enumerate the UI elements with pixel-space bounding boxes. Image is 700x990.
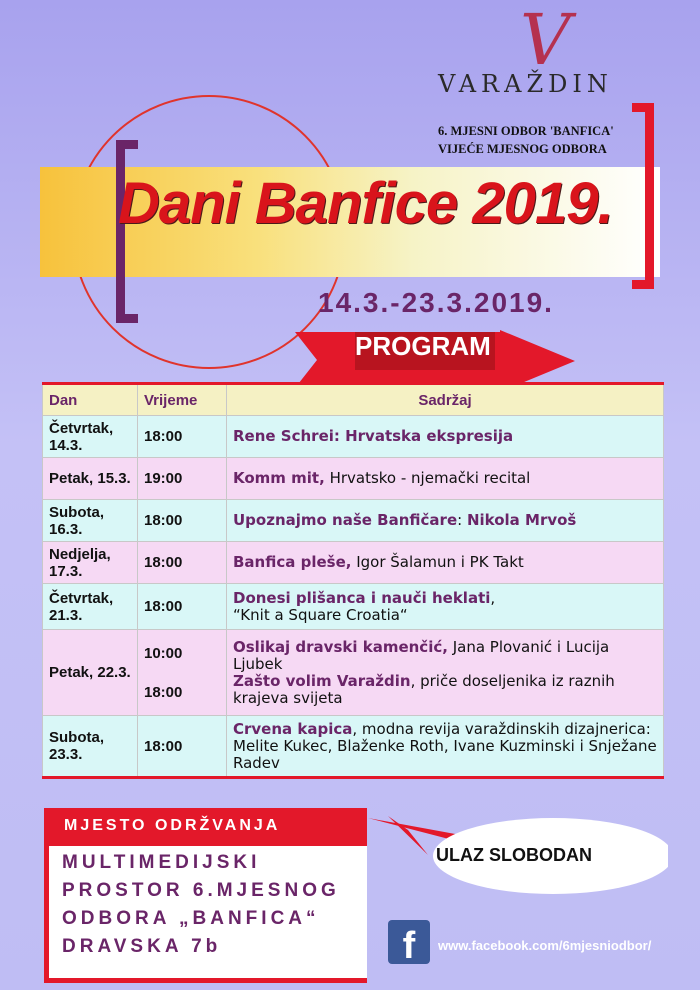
row-time: 19:00 bbox=[138, 458, 227, 500]
table-row bbox=[43, 458, 664, 500]
table-row bbox=[43, 716, 664, 778]
table-row bbox=[43, 500, 664, 542]
row-content: Upoznajmo naše Banfičare: Nikola Mrvoš bbox=[227, 500, 664, 542]
header-content: Sadržaj bbox=[227, 384, 664, 416]
right-bracket bbox=[632, 103, 654, 289]
varazdin-logo-mark: V bbox=[520, 0, 571, 81]
row-time-second: 18:00 bbox=[144, 683, 183, 701]
event-dates: 14.3.-23.3.2019. bbox=[318, 287, 554, 318]
table-row bbox=[43, 584, 664, 630]
row-day: Petak, 22.3. bbox=[43, 630, 138, 716]
organizer-name: 6. MJESNI ODBOR 'BANFICA' bbox=[438, 124, 614, 138]
row-content: Rene Schrei: Hrvatska ekspresija bbox=[227, 416, 664, 458]
venue-title: MJESTO ODRŽVANJA bbox=[64, 817, 281, 834]
venue-line: MULTIMEDIJSKI bbox=[62, 852, 261, 873]
row-content: Banfica pleše, Igor Šalamun i PK Takt bbox=[227, 542, 664, 584]
row-content: Donesi plišanca i nauči heklati, “Knit a Square Croatia“ bbox=[227, 584, 664, 630]
organizer-council: VIJEĆE MJESNOG ODBORA bbox=[438, 142, 607, 156]
row-day: Petak, 15.3. bbox=[43, 458, 138, 500]
facebook-icon[interactable]: f bbox=[388, 920, 430, 964]
venue-line: DRAVSKA 7b bbox=[62, 936, 222, 957]
varazdin-logo-text: VARAŽDIN bbox=[438, 70, 613, 98]
row-time: 18:00 bbox=[138, 716, 227, 778]
header-day: Dan bbox=[43, 384, 138, 416]
table-row bbox=[43, 630, 664, 716]
row-content: Oslikaj dravski kamenčić, Jana Plovanić i Lucija Ljubek Zašto volim Varaždin, priče doseljenika iz raznih krajeva svijeta bbox=[227, 630, 664, 716]
event-title: Dani Banfice 2019. bbox=[118, 171, 613, 236]
table-row bbox=[43, 542, 664, 584]
row-time bbox=[138, 630, 227, 716]
row-time: 18:00 bbox=[138, 584, 227, 630]
row-time: 18:00 bbox=[138, 416, 227, 458]
facebook-link[interactable]: www.facebook.com/6mjesniodbor/ bbox=[438, 938, 652, 953]
venue-line: ODBORA „BANFICA“ bbox=[62, 908, 320, 929]
schedule-table bbox=[42, 382, 664, 779]
row-time: 18:00 bbox=[138, 500, 227, 542]
row-time-first: 10:00 bbox=[144, 644, 183, 662]
table-header-row bbox=[43, 384, 664, 416]
row-time: 18:00 bbox=[138, 542, 227, 584]
row-day: Četvrtak, 14.3. bbox=[43, 416, 138, 458]
row-day: Nedjelja, 17.3. bbox=[43, 542, 138, 584]
free-entry-label: ULAZ SLOBODAN bbox=[436, 845, 592, 865]
program-label: PROGRAM bbox=[355, 331, 491, 361]
header-time: Vrijeme bbox=[138, 384, 227, 416]
row-content: Komm mit, Hrvatsko - njemački recital bbox=[227, 458, 664, 500]
row-content: Crvena kapica, modna revija varaždinskih dizajnerica: Melite Kukec, Blaženke Roth, Ivane Kuzminski i Snježane Radev bbox=[227, 716, 664, 778]
venue-line: PROSTOR 6.MJESNOG bbox=[62, 880, 340, 901]
row-day: Subota, 16.3. bbox=[43, 500, 138, 542]
table-row bbox=[43, 416, 664, 458]
row-day: Četvrtak, 21.3. bbox=[43, 584, 138, 630]
row-day: Subota, 23.3. bbox=[43, 716, 138, 778]
